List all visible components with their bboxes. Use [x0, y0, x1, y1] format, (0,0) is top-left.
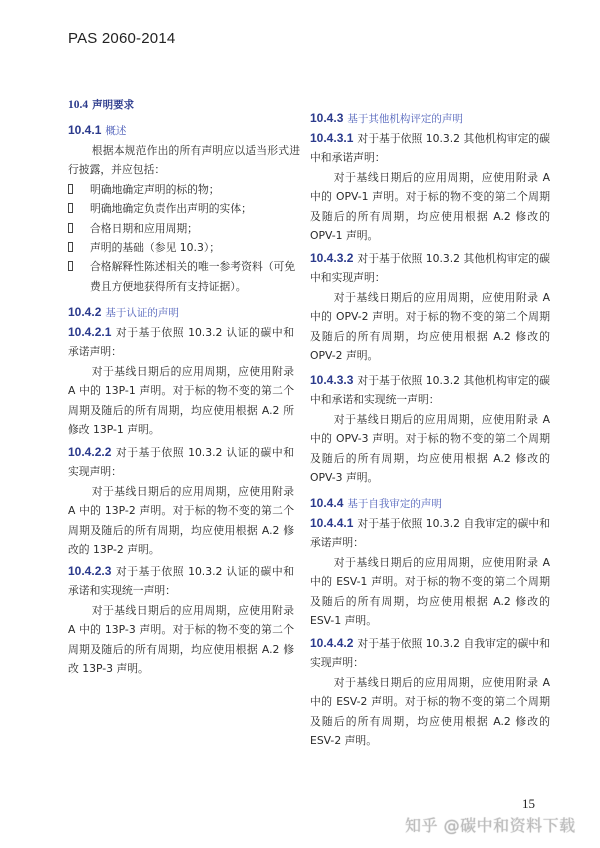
- clause-number: 10.4.3.2: [310, 251, 354, 265]
- list-item: 声明的基础（参见 10.3）；: [68, 238, 300, 257]
- clause-lead: 10.4.2.3 对于基于依照 10.3.2 认证的碳中和承诺和实现统一声明：: [68, 564, 294, 598]
- subsection-heading: [68, 302, 294, 323]
- list-item: 明确地确定声明的标的物；: [68, 180, 300, 199]
- clause-lead: 10.4.2.2 对于基于依照 10.3.2 认证的碳中和实现声明：: [68, 445, 294, 479]
- clause-10-4-2-3: [68, 562, 294, 678]
- requirements-list: [68, 180, 300, 296]
- clause-lead: 10.4.4.2 对于基于依照 10.3.2 自我审定的碳中和实现声明：: [310, 636, 550, 670]
- section-number: 10.4: [68, 99, 89, 111]
- document-header-title: PAS 2060-2014: [68, 30, 176, 47]
- subsection-10-4-2: [68, 302, 294, 439]
- bullet-box-icon: [68, 242, 73, 252]
- clause-body: 对于基线日期后的应用周期，应使用附录 A 中的 ESV-2 声明。对于标的物不变的第二个周期及随后的所有周期，均应使用根据 A.2 修改的 ESV-2 声明。: [310, 675, 550, 748]
- clause-10-4-4-2: [310, 634, 550, 750]
- section-title: [68, 97, 134, 112]
- clause-number: 10.4.4.1: [310, 516, 354, 530]
- subsection-heading: [310, 493, 550, 514]
- list-item: 合格解释性陈述相关的唯一参考资料（可免费且方便地获得所有支持证据）。: [68, 257, 300, 296]
- clause-body: 对于基线日期后的应用周期，应使用附录 A 中的 13P-3 声明。对于标的物不变的第二个周期及随后的所有周期，均应使用根据 A.2 修改 13P-3 声明。: [68, 603, 294, 676]
- clause-lead: 10.4.3.2 对于基于依照 10.3.2 其他机构审定的碳中和实现声明：: [310, 251, 550, 285]
- subsection-number: 10.4.2: [68, 305, 102, 319]
- clause-body: 对于基线日期后的应用周期，应使用附录 A 中的 13P-2 声明。对于标的物不变的第二个周期及随后的所有周期，均应使用根据 A.2 修改的 13P-2 声明。: [68, 484, 294, 557]
- bullet-box-icon: [68, 261, 73, 271]
- subsection-label: 基于其他机构评定的声明: [347, 113, 463, 125]
- clause-number: 10.4.4.2: [310, 636, 354, 650]
- clause-10-4-3-1-lead: 10.4.3.1 对于基于依照 10.3.2 其他机构审定的碳中和承诺声明：: [310, 131, 550, 165]
- bullet-box-icon: [68, 223, 73, 233]
- list-item: 明确地确定负责作出声明的实体；: [68, 199, 300, 218]
- subsection-label: 概述: [105, 125, 127, 137]
- clause-number: 10.4.2.2: [68, 445, 112, 459]
- list-item: 合格日期和应用周期；: [68, 219, 300, 238]
- clause-10-4-3-2: [310, 249, 550, 365]
- subsection-heading: [310, 108, 550, 129]
- bullet-box-icon: [68, 203, 73, 213]
- clause-body: 对于基线日期后的应用周期，应使用附录 A 中的 OPV-2 声明。对于标的物不变的第二个周期及随后的所有周期，均应使用根据 A.2 修改的 OPV-2 声明。: [310, 290, 550, 363]
- clause-10-4-2-1-body: 对于基线日期后的应用周期，应使用附录 A 中的 13P-1 声明。对于标的物不变的第二个周期及随后的所有周期，均应使用根据 A.2 所修改 13P-1 声明。: [68, 364, 294, 437]
- clause-lead: 10.4.3.3 对于基于依照 10.3.2 其他机构审定的碳中和承诺和实现统一声明：: [310, 373, 550, 407]
- clause-body: 对于基线日期后的应用周期，应使用附录 A 中的 OPV-3 声明。对于标的物不变的第二个周期及随后的所有周期，均应使用根据 A.2 修改的 OPV-3 声明。: [310, 412, 550, 485]
- bullet-box-icon: [68, 184, 73, 194]
- clause-10-4-4-1-lead: 10.4.4.1 对于基于依照 10.3.2 自我审定的碳中和承诺声明：: [310, 516, 550, 550]
- subsection-10-4-3: [310, 108, 550, 245]
- subsection-label: 基于认证的声明: [105, 307, 179, 319]
- clause-10-4-2-2: [68, 443, 294, 559]
- page-number: 15: [522, 796, 535, 811]
- clause-10-4-4-1-body: 对于基线日期后的应用周期，应使用附录 A 中的 ESV-1 声明。对于标的物不变的第二个周期及随后的所有周期，均应使用根据 A.2 修改的 ESV-1 声明。: [310, 555, 550, 628]
- watermark: 知乎 @碳中和资料下载: [405, 816, 576, 835]
- clause-number: 10.4.2.3: [68, 564, 112, 578]
- subsection-10-4-1: [68, 120, 300, 296]
- clause-number: 10.4.3.1: [310, 131, 354, 145]
- subsection-10-4-4: [310, 493, 550, 630]
- subsection-label: 基于自我审定的声明: [347, 498, 442, 510]
- clause-10-4-3-3: [310, 371, 550, 487]
- clause-number: 10.4.3.3: [310, 373, 354, 387]
- subsection-number: 10.4.1: [68, 123, 102, 137]
- subsection-number: 10.4.3: [310, 111, 344, 125]
- intro-paragraph: 根据本规范作出的所有声明应以适当形式进行披露，并应包括：: [68, 144, 300, 177]
- clause-number: 10.4.2.1: [68, 325, 112, 339]
- section-title-text: 声明要求: [92, 99, 135, 111]
- clause-10-4-3-1-body: 对于基线日期后的应用周期，应使用附录 A 中的 OPV-1 声明。对于标的物不变的第二个周期及随后的所有周期，均应使用根据 A.2 修改的 OPV-1 声明。: [310, 170, 550, 243]
- subsection-number: 10.4.4: [310, 496, 344, 510]
- clause-10-4-2-1-lead: 10.4.2.1 对于基于依照 10.3.2 认证的碳中和承诺声明：: [68, 325, 294, 359]
- subsection-heading: [68, 120, 300, 141]
